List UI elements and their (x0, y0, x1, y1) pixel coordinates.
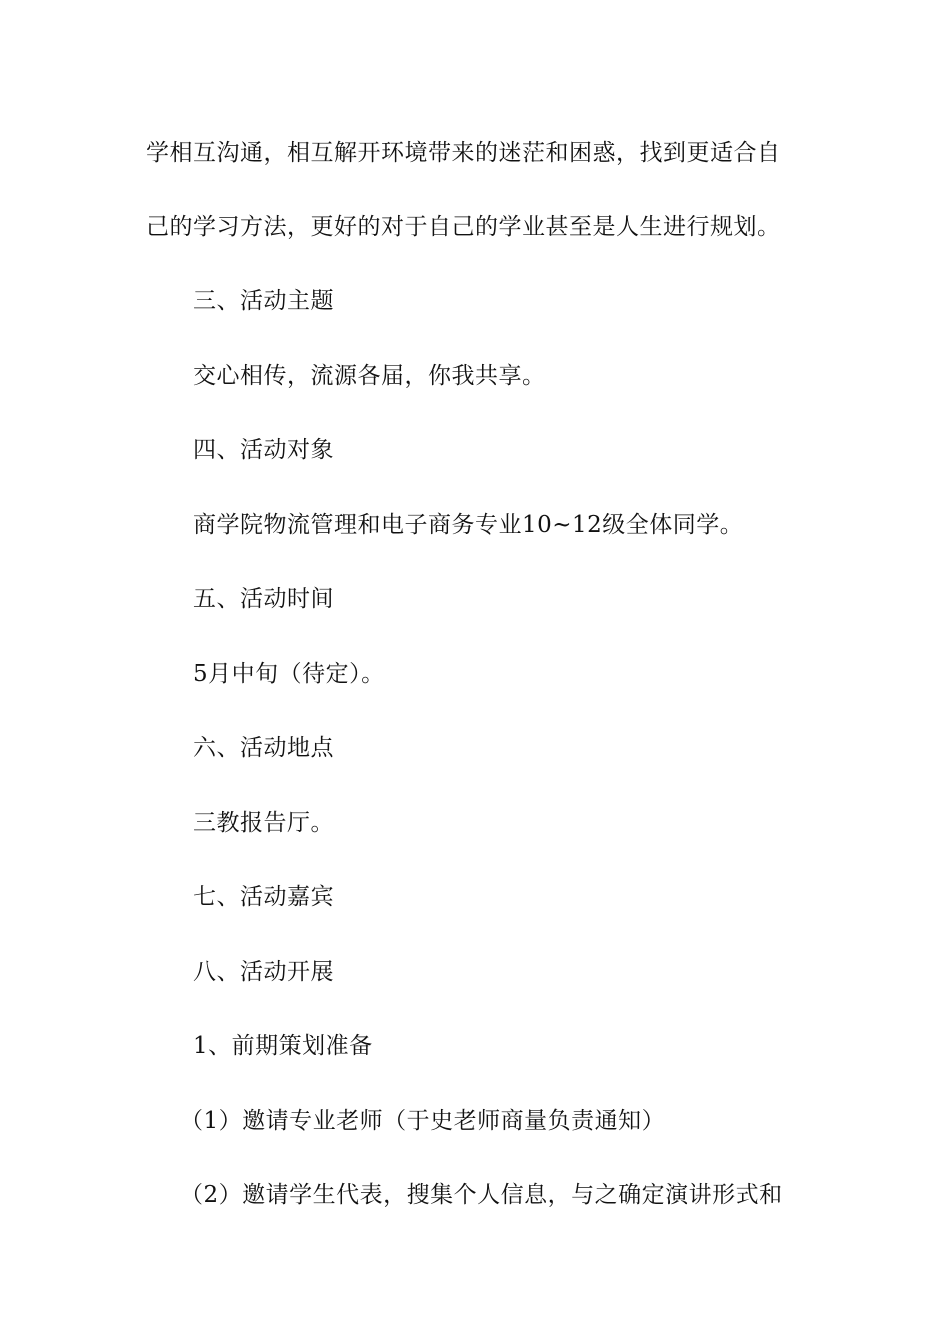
section-heading-implementation: 八、活动开展 (193, 959, 334, 985)
paragraph-continuation-line-2: 己的学习方法，更好的对于自己的学业甚至是人生进行规划。 (146, 214, 781, 240)
location-text: 三教报告厅。 (193, 810, 334, 836)
time-text: 5月中旬（待定）。 (193, 661, 385, 687)
subsection-heading-planning: 1、前期策划准备 (193, 1033, 373, 1059)
list-item-2: （2）邀请学生代表，搜集个人信息，与之确定演讲形式和 (180, 1182, 783, 1208)
section-heading-theme: 三、活动主题 (193, 288, 334, 314)
paragraph-continuation-line-1: 学相互沟通，相互解开环境带来的迷茫和困惑，找到更适合自 (146, 140, 781, 166)
section-heading-location: 六、活动地点 (193, 735, 334, 761)
section-heading-guests: 七、活动嘉宾 (193, 884, 334, 910)
list-item-1: （1）邀请专业老师（于史老师商量负责通知） (180, 1108, 666, 1134)
section-heading-audience: 四、活动对象 (193, 437, 334, 463)
audience-text: 商学院物流管理和电子商务专业10~12级全体同学。 (193, 512, 744, 538)
theme-text: 交心相传，流源各届，你我共享。 (193, 363, 546, 389)
section-heading-time: 五、活动时间 (193, 586, 334, 612)
